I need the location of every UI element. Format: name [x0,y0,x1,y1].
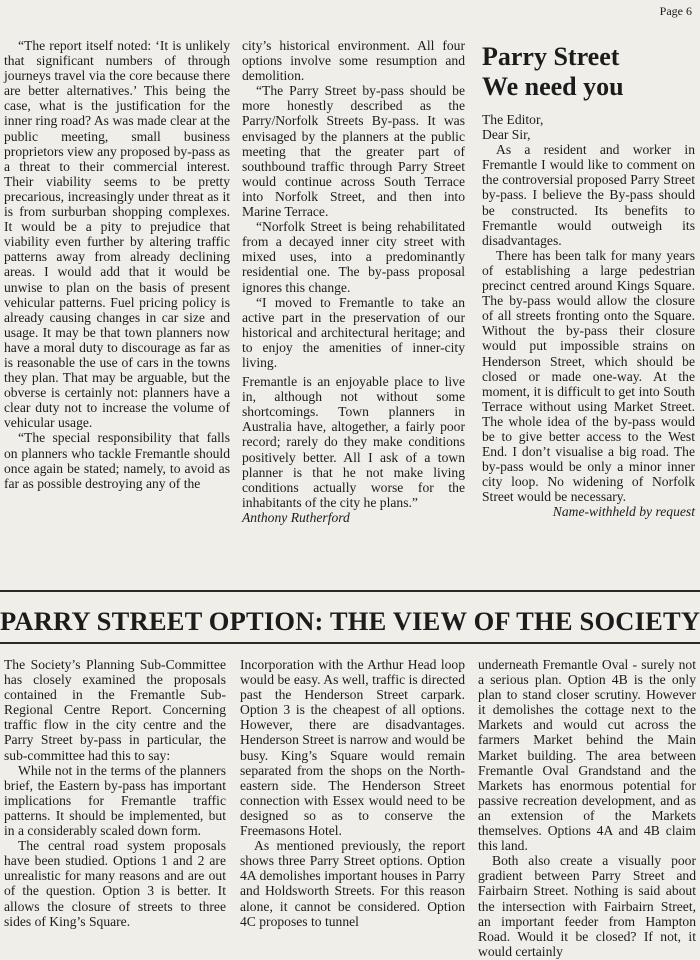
paragraph: The central road system proposals have been studied. Options 1 and 2 are unrealistic for many reasons and are out of the question. Option 3 is better. It allows the closure of streets to three sides of King’s Square. [4,838,226,929]
salutation-editor: The Editor, [482,112,544,127]
paragraph: While not in the terms of the planners brief, the Eastern by-pass has important implications for Fremantle traffic patterns. It should be implemented, but in a considerably scaled down form. [4,762,226,839]
paragraph: “The special responsibility that falls on planners who tackle Fremantle should once again be stated; namely, to avoid as far as possible destroying any of the [4,430,230,491]
letter-title-line-1: Parry Street [482,42,620,71]
page-number: Page 6 [659,4,692,18]
paragraph: Both also create a visually poor gradient between Parry Street and Fairbairn Street. Nothing is said about the intersection with Fairbairn Street, an important feeder from Hampton Road. Would it be closed? If not, it would certainly [478,853,696,959]
headline: PARRY STREET OPTION: THE VIEW OF THE SOCIETY [0,606,700,636]
paragraph: Incorporation with the Arthur Head loop would be easy. As well, traffic is directed past the Henderson Street carpark. Option 3 is the cheapest of all options. However, there are disadvantages. Henderson Street is narrow and would be busy. King’s Square would remain separated from the shops on the North-eastern side. The Henderson Street connection with Essex would need to be designed so as to conserve the Freemasons Hotel. [240,657,465,839]
top-column-2 [242,38,465,525]
paragraph: city’s historical environment. All four options involve some resumption and demolition. [242,38,465,84]
paragraph: Fremantle is an enjoyable place to live in, although not without some shortcomings. Town planners in Australia have, altogether, a fairly poor record; rarely do they make conditions positively better. All I ask of a town planner is that he not make living conditions actually worse for the inhabitants of the city he plans.” [242,374,465,510]
paragraph: underneath Fremantle Oval - surely not a serious plan. Option 4B is the only plan to stand closer scrutiny. However it demolishes the cottage next to the Markets and would cut across the farmers Market behind the Main Market building. The area between Fremantle Oval Grandstand and the Markets has enormous potential for passive recreation development, and as an extension of the Markets themselves. Options 4A and 4B claim this land. [478,657,696,854]
paragraph: As a resident and worker in Fremantle I would like to comment on the controversial proposed Parry Street by-pass. I believe the By-pass should be constructed. Its benefits to Fremantle would outweigh its disadvantages. [482,142,695,248]
letter-signature: Name-withheld by request [552,504,695,520]
divider-top [0,590,700,592]
letter-title-line-2: We need you [482,72,624,101]
paragraph: “The Parry Street by-pass should be more honestly described as the Parry/Norfolk Streets By-pass. It was envisaged by the planners at the public meeting that the greater part of southbound traffic through Parry Street would continue across South Terrace into Norfolk Street, and then into Marine Terrace. [242,83,465,220]
paragraph: “Norfolk Street is being rehabilitated from a decayed inner city street with mixed uses, into a predominantly residential one. The by-pass proposal ignores this change. [242,219,465,295]
bottom-column-2 [240,657,465,929]
letter-column [482,112,695,520]
author-signature: Anthony Rutherford [242,509,350,525]
divider-bottom [0,642,700,644]
bottom-column-3 [478,657,696,959]
paragraph: There has been talk for many years of establishing a large pedestrian precinct centred around Kings Square. The by-pass would allow the closure of all streets fronting onto the Square. Without the by-pass their closure would put impossible strains on Henderson Street, which should be closed or made one-way. At the moment, it is difficult to get into South Terrace without using Market Street. The whole idea of the by-pass would be to give better access to the West End. I don’t visualise a big road. The by-pass would be only a minor inner city loop. No widening of Norfolk Street would be necessary. [482,247,695,505]
salutation-sir: Dear Sir, [482,127,531,143]
paragraph: As mentioned previously, the report shows three Parry Street options. Option 4A demolishes important houses in Parry and Holdsworth Streets. For this reason alone, it cannot be considered. Option 4C proposes to tunnel [240,838,465,929]
top-column-1 [4,38,230,491]
bottom-column-1 [4,657,226,929]
paragraph: The Society’s Planning Sub-Committee has closely examined the proposals contained in the Fremantle Sub-Regional Centre Report. Concerning traffic flow in the city centre and the Parry Street by-pass in particular, the sub-committee had this to say: [4,657,226,763]
paragraph: “I moved to Fremantle to take an active part in the preservation of our historical and architectural heritage; and to enjoy the amenities of inner-city living. [242,294,465,370]
paragraph: “The report itself noted: ‘It is unlikely that significant numbers of through journeys travel via the core because there are better alternatives.’ This being the case, what is the justification for the inner ring road? As was made clear at the public meeting, small business proprietors view any proposed by-pass as a threat to their commercial interest. Their viability seems to be pretty precarious, increasingly under threat as it is from surburban shopping complexes. It would be a pity to prejudice that viability even further by altering traffic patterns away from already declining areas. I would add that it would be unwise to plan on the basis of present vehicular patterns. Fuel pricing policy is already causing changes in car size and usage. It may be that town planners now have a moral duty to discourage as far as is reasonable the use of cars in the towns they plan. That may be arguable, but the obverse is certainly not: planners have a clear duty not to increase the volume of vehicular usage. [4,38,230,431]
letter-title [482,42,662,102]
